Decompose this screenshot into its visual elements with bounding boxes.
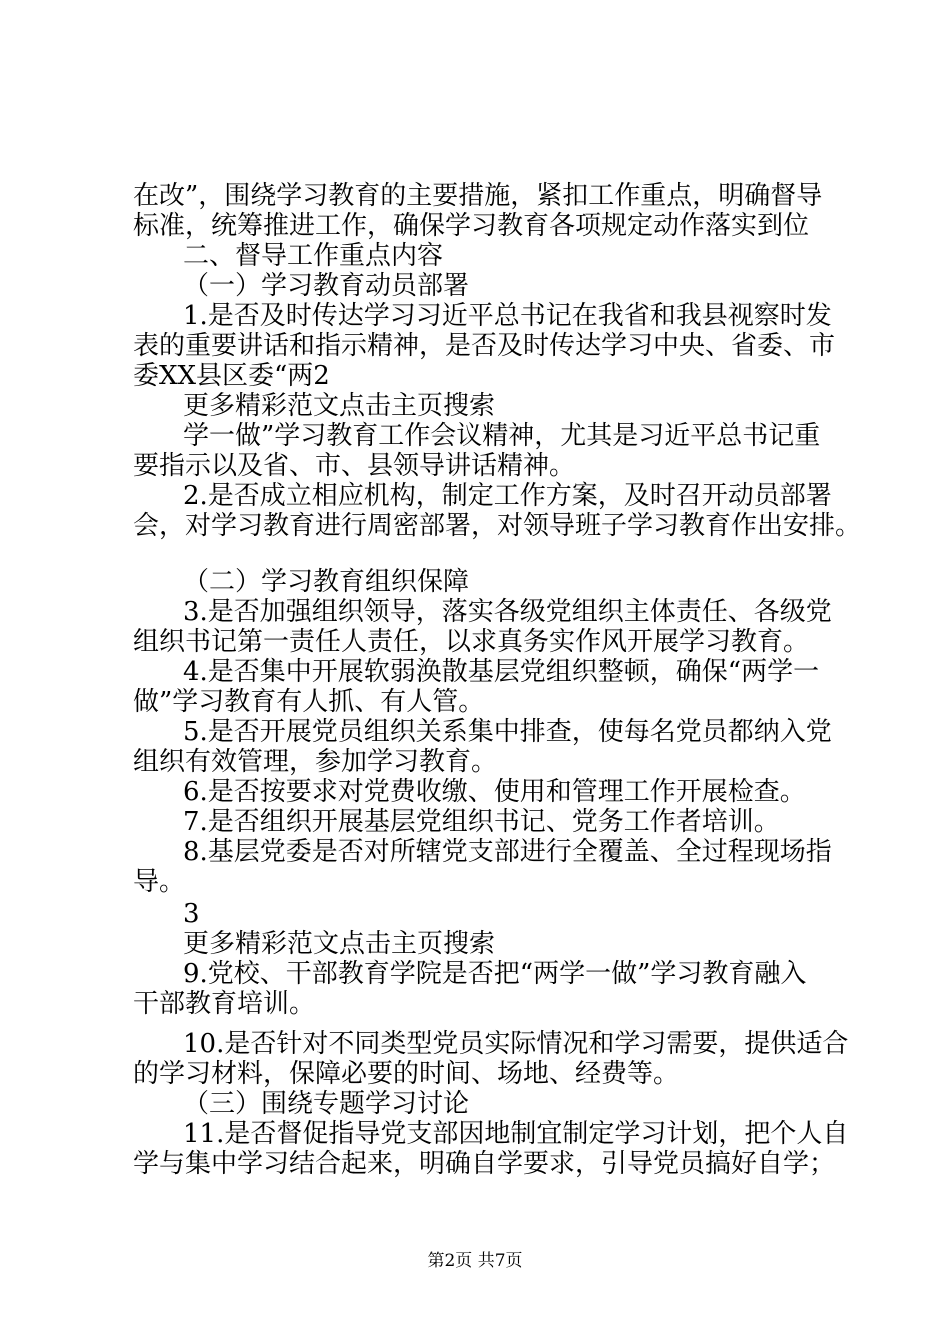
text-line: 的学习材料，保障必要的时间、场地、经费等。: [133, 1059, 680, 1089]
text-line: 组织有效管理，参加学习教育。: [133, 747, 498, 777]
text-line: 5.是否开展党员组织关系集中排查，使每名党员都纳入党: [183, 717, 832, 747]
subsection-heading: （三）围绕专题学习讨论: [183, 1089, 470, 1119]
text-line: 委XX县区委“两2: [133, 361, 330, 391]
subsection-heading: （一）学习教育动员部署: [183, 271, 470, 301]
section-heading: 二、督导工作重点内容: [183, 241, 444, 271]
promo-text: 更多精彩范文点击主页搜索: [183, 929, 496, 959]
text-line: 2.是否成立相应机构，制定工作方案，及时召开动员部署: [183, 481, 832, 511]
text-line: 在改”，围绕学习教育的主要措施，紧扣工作重点，明确督导: [133, 181, 823, 211]
text-line: 标准，统筹推进工作，确保学习教育各项规定动作落实到位: [133, 211, 810, 241]
text-line: 1.是否及时传达学习习近平总书记在我省和我县视察时发: [183, 301, 832, 331]
text-line: 6.是否按要求对党费收缴、使用和管理工作开展检查。: [183, 777, 806, 807]
text-line: 11.是否督促指导党支部因地制宜制定学习计划，把个人自: [183, 1119, 849, 1149]
text-line: 10.是否针对不同类型党员实际情况和学习需要，提供适合: [183, 1029, 849, 1059]
text-line: 8.基层党委是否对所辖党支部进行全覆盖、全过程现场指: [183, 837, 832, 867]
page-marker: 3: [183, 899, 200, 929]
text-line: 9.党校、干部教育学院是否把“两学一做”学习教育融入: [183, 959, 807, 989]
subsection-heading: （二）学习教育组织保障: [183, 567, 470, 597]
text-line: 要指示以及省、市、县领导讲话精神。: [133, 451, 576, 481]
text-line: 表的重要讲话和指示精神，是否及时传达学习中央、省委、市: [133, 331, 836, 361]
text-line: 干部教育培训。: [133, 989, 316, 1019]
text-line: 7.是否组织开展基层党组织书记、党务工作者培训。: [183, 807, 780, 837]
text-line: 导。: [133, 867, 186, 897]
text-line: 4.是否集中开展软弱涣散基层党组织整顿，确保“两学一: [183, 657, 820, 687]
page-footer: 第2页 共7页: [427, 1251, 523, 1271]
text-line: 3.是否加强组织领导，落实各级党组织主体责任、各级党: [183, 597, 832, 627]
text-line: 组织书记第一责任人责任，以求真务实作风开展学习教育。: [133, 627, 810, 657]
text-line: 会，对学习教育进行周密部署，对领导班子学习教育作出安排。: [133, 511, 862, 541]
promo-text: 更多精彩范文点击主页搜索: [183, 391, 496, 421]
text-line: 做”学习教育有人抓、有人管。: [133, 687, 485, 717]
text-line: 学与集中学习结合起来，明确自学要求，引导党员搞好自学；: [133, 1149, 836, 1179]
text-line: 学一做”学习教育工作会议精神，尤其是习近平总书记重: [183, 421, 821, 451]
